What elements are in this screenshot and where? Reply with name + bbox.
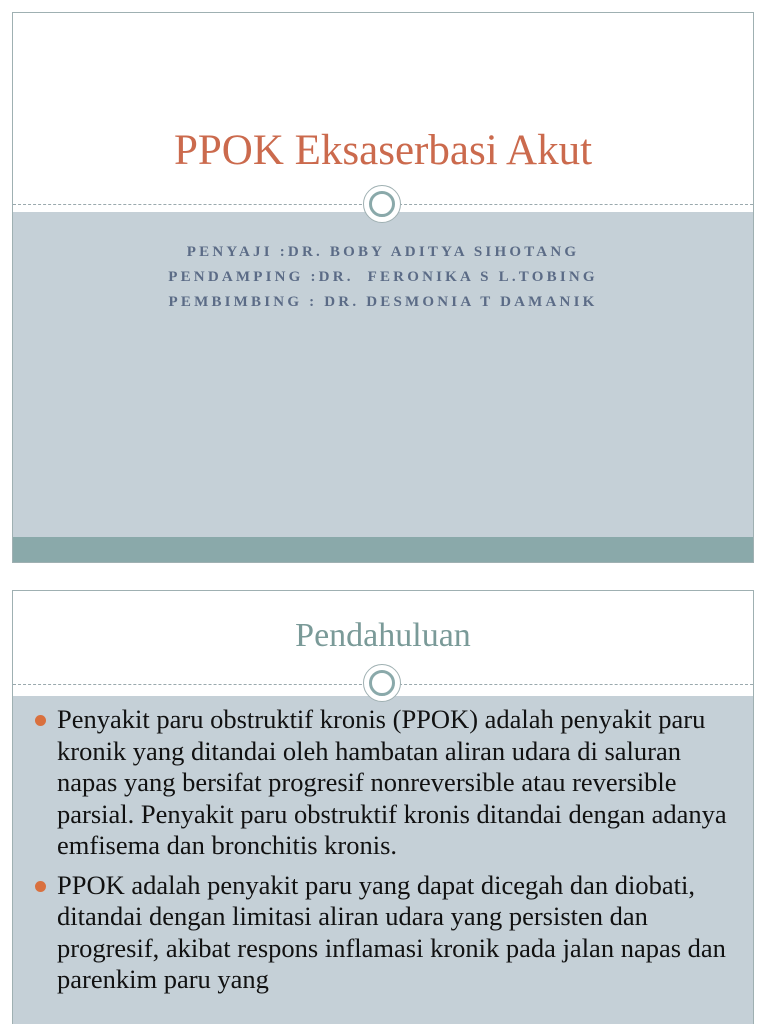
bullet-list: [13, 704, 753, 1004]
content-slide: [12, 590, 754, 1024]
bullet-dot-icon: [35, 715, 46, 726]
divider-ring-icon: [363, 185, 401, 223]
bullet-text: PPOK adalah penyakit paru yang dapat dicegah dan diobati, ditandai dengan limitasi aliran udara yang persisten dan progresif, akibat respons inflamasi kronik pada jalan napas dan parenkim paru yang: [57, 869, 726, 994]
section-title: Pendahuluan: [295, 617, 471, 654]
supervisor-line: PEMBIMBING : DR. DESMONIA T DAMANIK: [168, 294, 598, 310]
footer-bar: [13, 537, 753, 563]
list-item: [57, 704, 753, 862]
divider-ring-icon: [363, 664, 401, 702]
title-slide-body: [13, 212, 753, 537]
presentation-title: PPOK Eksaserbasi Akut: [173, 127, 593, 174]
bullet-text: Penyakit paru obstruktif kronis (PPOK) adalah penyakit paru kronik yang ditandai oleh hambatan aliran udara di saluran napas yang bersifat progresif nonreversible atau reversible parsial. Penyakit paru obstruktif kronis ditandai dengan adanya emfisema dan bronchitis kronis.: [57, 704, 727, 860]
bullet-dot-icon: [35, 881, 46, 892]
presenter-list: [13, 240, 753, 315]
companion-line: PENDAMPING :DR. FERONIKA S L.TOBING: [168, 269, 598, 285]
title-slide-header: [13, 13, 753, 212]
title-slide: [12, 12, 754, 563]
presenter-line: PENYAJI :DR. BOBY ADITYA SIHOTANG: [186, 244, 580, 260]
list-item: [57, 870, 753, 996]
